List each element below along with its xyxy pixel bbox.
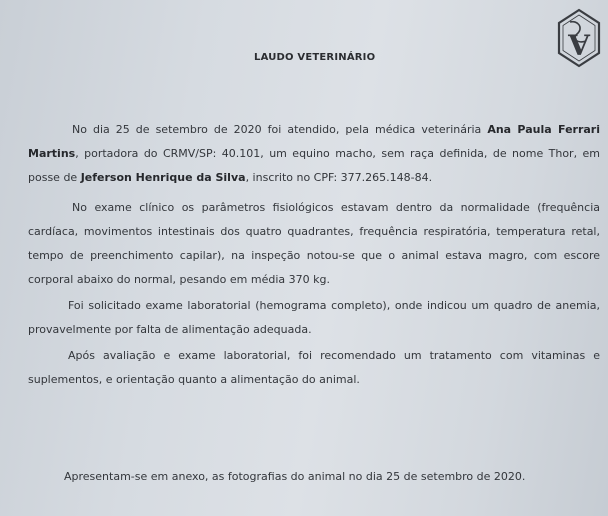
document-title: LAUDO VETERINÁRIO xyxy=(254,52,376,63)
paragraph1-part3: , inscrito no CPF: 377.265.148-84. xyxy=(245,171,433,184)
logo-letter: V xyxy=(568,29,590,62)
paragraph2-text: No exame clínico os parâmetros fisiológicos estavam dentro da normalidade (frequência cardíaca, movimentos intestinais dos quatro quadrantes, frequência respiratória, temperatura retal, tempo de preenchimento capilar), na inspeção notou-se que o animal estava magro, com escore corporal abaixo do normal, pesando em média 370 kg. xyxy=(28,201,600,286)
owner-name: Jeferson Henrique da Silva xyxy=(80,171,246,184)
annex-note: Apresentam-se em anexo, as fotografias do animal no dia 25 de setembro de 2020. xyxy=(64,470,526,483)
paragraph-lab-exam xyxy=(28,294,600,342)
paragraph3-text: Foi solicitado exame laboratorial (hemograma completo), onde indicou um quadro de anemia, provavelmente por falta de alimentação adequada. xyxy=(28,299,600,336)
paragraph1-part2: , portadora do CRMV/SP: 40.101, um equino macho, sem raça definida, de nome Thor, em posse de xyxy=(28,147,600,184)
paragraph4-text: Após avaliação e exame laboratorial, foi recomendado um tratamento com vitaminas e suplementos, e orientação quanto a alimentação do animal. xyxy=(28,349,600,386)
paragraph-attendance xyxy=(28,118,600,190)
veterinary-logo xyxy=(556,8,602,68)
vet-name: Ana Paula Ferrari Martins xyxy=(28,123,601,160)
paragraph-clinical-exam xyxy=(28,196,600,292)
paragraph1-part1: No dia 25 de setembro de 2020 foi atendido, pela médica veterinária xyxy=(72,123,488,136)
paragraph-treatment xyxy=(28,344,600,392)
